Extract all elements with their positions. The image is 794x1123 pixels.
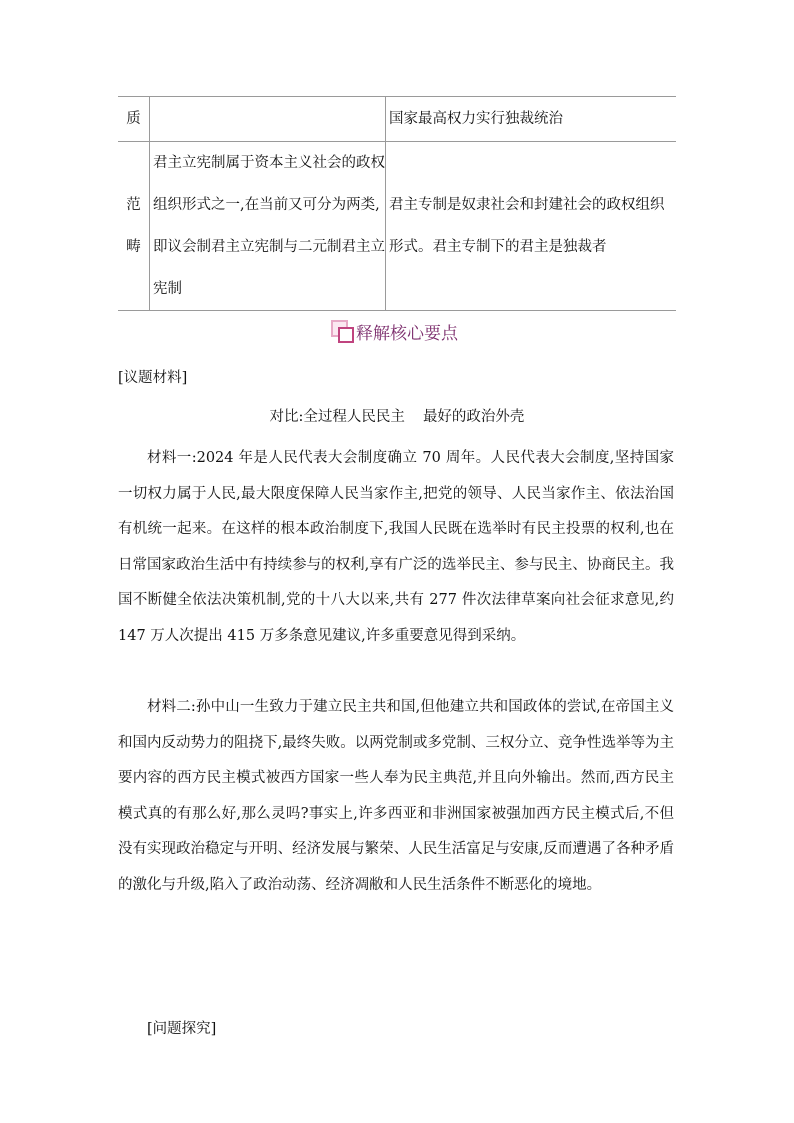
material-title-part1: 对比:全过程人民民主 — [269, 409, 405, 425]
row-label-cell — [118, 97, 150, 142]
row-label: 质 — [126, 111, 141, 127]
material-title-part2: 最好的政治外壳 — [422, 409, 525, 425]
table-row — [118, 142, 676, 311]
comparison-table — [118, 96, 676, 311]
left-cell: 君主立宪制属于资本主义社会的政权组织形式之一,在当前又可分为两类,即议会制君主立宪制与二元制君主立宪制 — [150, 142, 386, 311]
row-label-cell — [118, 142, 150, 311]
row-label: 范畴 — [126, 197, 141, 255]
material-title — [0, 405, 794, 426]
section-heading — [331, 316, 458, 346]
material-paragraph-1: 材料一:2024 年是人民代表大会制度确立 70 周年。人民代表大会制度,坚持国家一切权力属于人民,最大限度保障人民当家作主,把党的领导、人民当家作主、依法治国有机统一起来。在这样的根本政治制度下,我国人民既在选举时有民主投票的权利,也在日常国家政治生活中有持续参与的权利,享有广泛的选举民主、参与民主、协商民主。我国不断健全依法决策机制,党的十八大以来,共有 277 件次法律草案向社会征求意见,约 147 万人次提出 415 万多条意见建议,许多重要意见得到采纳。 — [118, 450, 674, 644]
table-row — [118, 97, 676, 142]
question-tag: [问题探究] — [147, 1021, 217, 1037]
right-cell: 君主专制是奴隶社会和封建社会的政权组织形式。君主专制下的君主是独裁者 — [386, 142, 677, 311]
overlapping-squares-icon — [331, 320, 353, 342]
right-cell: 国家最高权力实行独裁统治 — [386, 97, 677, 142]
material-tag: [议题材料] — [118, 370, 188, 386]
left-cell — [150, 97, 386, 142]
section-title: 释解核心要点 — [356, 323, 458, 344]
material-paragraph-2: 材料二:孙中山一生致力于建立民主共和国,但他建立共和国政体的尝试,在帝国主义和国内反动势力的阻挠下,最终失败。以两党制或多党制、三权分立、竞争性选举等为主要内容的西方民主模式被西方国家一些人奉为民主典范,并且向外输出。然而,西方民主模式真的有那么好,那么灵吗?事实上,许多西亚和非洲国家被强加西方民主模式后,不但没有实现政治稳定与开明、经济发展与繁荣、人民生活富足与安康,反而遭遇了各种矛盾的激化与升级,陷入了政治动荡、经济凋敝和人民生活条件不断恶化的境地。 — [118, 699, 674, 893]
